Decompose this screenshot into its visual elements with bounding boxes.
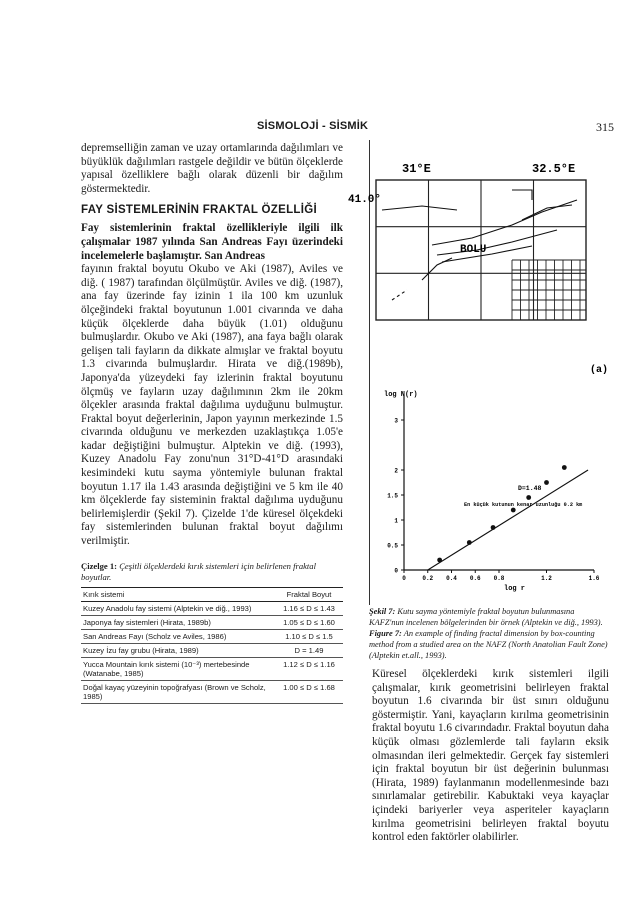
figure-caption-en: An example of finding fractal dimension by box-counting method from a studied area on the NAFZ (North Anatolian Fault Zone) (Alptekin et.all., 1993). bbox=[369, 629, 608, 660]
table-row bbox=[81, 615, 343, 629]
table-row bbox=[81, 629, 343, 643]
data-point bbox=[511, 508, 516, 513]
plot-xlabel: log r bbox=[504, 585, 526, 593]
left-column bbox=[81, 142, 343, 704]
table-header-fractal-dimension: Fraktal Boyut bbox=[286, 589, 332, 599]
table-row bbox=[81, 601, 343, 615]
page-header-title: SİSMOLOJİ - SİSMİK bbox=[257, 120, 369, 132]
table-cell-system: San Andreas Fayı (Scholz ve Aviles, 1986) bbox=[83, 631, 227, 641]
plot-y-ticks bbox=[387, 418, 404, 575]
figure-7-graphic bbox=[348, 150, 612, 602]
table-row bbox=[81, 643, 343, 657]
data-point bbox=[526, 495, 531, 500]
section-heading: FAY SİSTEMLERİNİN FRAKTAL ÖZELLİĞİ bbox=[81, 204, 317, 217]
map-lat-label: 41.0° bbox=[348, 194, 382, 206]
fit-line bbox=[428, 470, 588, 570]
fractal-dimension-table bbox=[81, 587, 343, 704]
y-tick-label: 1 bbox=[394, 517, 398, 525]
figure-caption bbox=[369, 606, 609, 661]
box-counting-plot bbox=[384, 391, 600, 593]
plot-x-ticks bbox=[402, 570, 600, 582]
table-cell-system: Yucca Mountain kırık sistemi (10⁻³) mertebesinde (Watanabe, 1985) bbox=[83, 659, 250, 678]
data-point bbox=[544, 480, 549, 485]
right-column bbox=[372, 668, 609, 845]
plot-annotation-text: En küçük kutunun kenar uzunluğu 0.2 km bbox=[464, 502, 583, 508]
data-point bbox=[467, 540, 472, 545]
intro-paragraph: depremselliğin zaman ve uzay ortamlarında dağılımları ve büyüklük dağılımları rastgele değildir ve bütün ölçeklerde yapısal özelliklere bağlı olarak düzenli bir dağılım göstermektedir. bbox=[81, 142, 343, 195]
table-header-fault-system: Kırık sistemi bbox=[83, 589, 125, 599]
y-tick-label: 3 bbox=[394, 417, 398, 425]
y-tick-label: 2 bbox=[394, 467, 398, 475]
right-paragraph: Küresel ölçeklerdeki kırık sistemleri ilgili çalışmalar, kırık geometrisini belirleyen fraktal boyutun 1.6 civarında bir üst sınırı olduğunu göstermiştir. Yani, kayaçların kırılma geometrisinin fraktal boyutu 1.6 civarındadır. Fraktal boyutun daha küçük olması gözlemlerde tali fayların eksik olmasından ileri gelmektedir. Gerçek fay sistemleri için fraktal boyutun bir üst değerinin bulunması (Hirata, 1989) faylanmanın modellenmesinde bazı sınırlamalar getirebilir. Kabuktaki veya kayaçlar içindeki bariyerler veya asperiteler kayaçların kırılma geometrisini belirleyen fraktal boyutu kontrol eden faktörler olabilirler. bbox=[372, 668, 609, 844]
bold-paragraph: Fay sistemlerinin fraktal özellikleriyle ilgili ilk çalışmalar 1987 yılında San Andreas Fayı üzerindeki incelemelerle başlamıştır. San Andreas bbox=[81, 222, 343, 262]
y-tick-label: 1.5 bbox=[387, 492, 398, 500]
y-tick-label: 0.5 bbox=[387, 542, 398, 550]
table-cell-dimension: D = 1.49 bbox=[294, 645, 324, 655]
map-lon-left: 31°E bbox=[402, 162, 431, 176]
figure-caption-tr-label: Şekil 7: bbox=[369, 607, 396, 616]
plot-ylabel: log N(r) bbox=[384, 391, 418, 399]
y-tick-label: 0 bbox=[394, 567, 398, 575]
x-tick-label: 0 bbox=[402, 575, 406, 582]
body-paragraph: fayının fraktal boyutu Okubo ve Aki (1987), Aviles ve diğ. ( 1987) tarafından ölçülmüştür. Aviles ve diğ. (1987), ana fay üzerinde fay izinin 1 ila 100 km uzunluk ölçeğindeki fraktal boyutunun 1.001 civarında ve daha küçük ölçeklerde daha büyük (1.01) olduğunu bulmuşlardır. Okubo ve Aki (1987), ana faya bağlı olarak gelişen tali fayların da dikkate almışlar ve fraktal boyutu 1.3 civarında bulmuşlardır. Hirata ve diğ.(1989b), Japonya'da yüzeydeki fay izlerinin fraktal boyutunu ölçmüş ve fayların uzay dağılımının 2km ile 20km ölçekler arasında fraktal dağılıma uyduğunu bulmuştur. Fraktal boyut değerlerinin, Japon yayının merkezinde 1.5 civarında olduğunu ve merkezden uzaklaştıkça 1.05'e kadar değiştiğini bulmuştur. Alptekin ve diğ. (1993), Kuzey Anadolu Fay zonu'nun 31°D-41°D arasındaki kesimindeki kutu sayma yöntemiyle bulunan fraktal boyutun 1.17 ila 1.43 arasında değiştiğini ve 5 km ile 40 km ölçeklerde fay sisteminin fraktal dağılıma uyduğunu belirlemişlerdir (Şekil 7). Çizelde 1'de küresel ölçekdeki fay sistemlerinden bulunan fraktal boyut dağılımı verilmiştir. bbox=[81, 263, 343, 548]
table-caption bbox=[81, 561, 343, 583]
x-tick-label: 1.2 bbox=[541, 575, 552, 582]
plot-annotation-d: D=1.48 bbox=[518, 485, 542, 492]
figure-caption-tr: Kutu sayma yöntemiyle fraktal boyutun bulunmasına KAFZ'nun incelenen bölgelerinden bir örnek (Alptekin ve diğ., 1993). bbox=[369, 607, 603, 627]
table-cell-dimension: 1.16 ≤ D ≤ 1.43 bbox=[283, 603, 335, 613]
table-cell-system: Kuzey Anadolu fay sistemi (Alptekin ve diğ., 1993) bbox=[83, 603, 252, 613]
table-row bbox=[81, 657, 343, 680]
table-cell-system: Kuzey İzu fay grubu (Hirata, 1989) bbox=[83, 645, 199, 655]
table-caption-label: Çizelge 1: bbox=[81, 560, 118, 571]
table-header-row bbox=[81, 587, 343, 601]
page-number: 315 bbox=[596, 120, 614, 134]
table-cell-system: Doğal kayaç yüzeyinin topoğrafyası (Brown ve Scholz, 1985) bbox=[83, 682, 266, 701]
x-tick-label: 1.6 bbox=[588, 575, 600, 582]
data-point bbox=[437, 558, 442, 563]
table-cell-system: Japonya fay sistemleri (Hirata, 1989b) bbox=[83, 617, 211, 627]
table-cell-dimension: 1.05 ≤ D ≤ 1.60 bbox=[283, 617, 335, 627]
figure-caption-en-label: Figure 7: bbox=[369, 629, 402, 638]
map-lon-right: 32.5°E bbox=[532, 162, 576, 176]
x-tick-label: 0.8 bbox=[493, 575, 505, 582]
plot-points bbox=[437, 465, 566, 562]
data-point bbox=[562, 465, 567, 470]
table-row bbox=[81, 680, 343, 703]
fault-map-panel bbox=[348, 162, 608, 376]
table-cell-dimension: 1.12 ≤ D ≤ 1.16 bbox=[283, 659, 335, 669]
plot-axes bbox=[404, 395, 594, 570]
figure-7 bbox=[348, 150, 612, 607]
map-panel-label: (a) bbox=[590, 365, 609, 376]
x-tick-label: 0.6 bbox=[469, 575, 481, 582]
table-caption-text: Çeşitli ölçeklerdeki kırık sistemleri için belirlenen fraktal boyutlar. bbox=[81, 560, 316, 582]
data-point bbox=[491, 525, 496, 530]
x-tick-label: 0.2 bbox=[422, 575, 434, 582]
x-tick-label: 0.4 bbox=[446, 575, 457, 582]
table-cell-dimension: 1.10 ≤ D ≤ 1.5 bbox=[285, 631, 333, 641]
map-place-label: BOLU bbox=[460, 244, 487, 256]
table-cell-dimension: 1.00 ≤ D ≤ 1.68 bbox=[283, 682, 335, 692]
